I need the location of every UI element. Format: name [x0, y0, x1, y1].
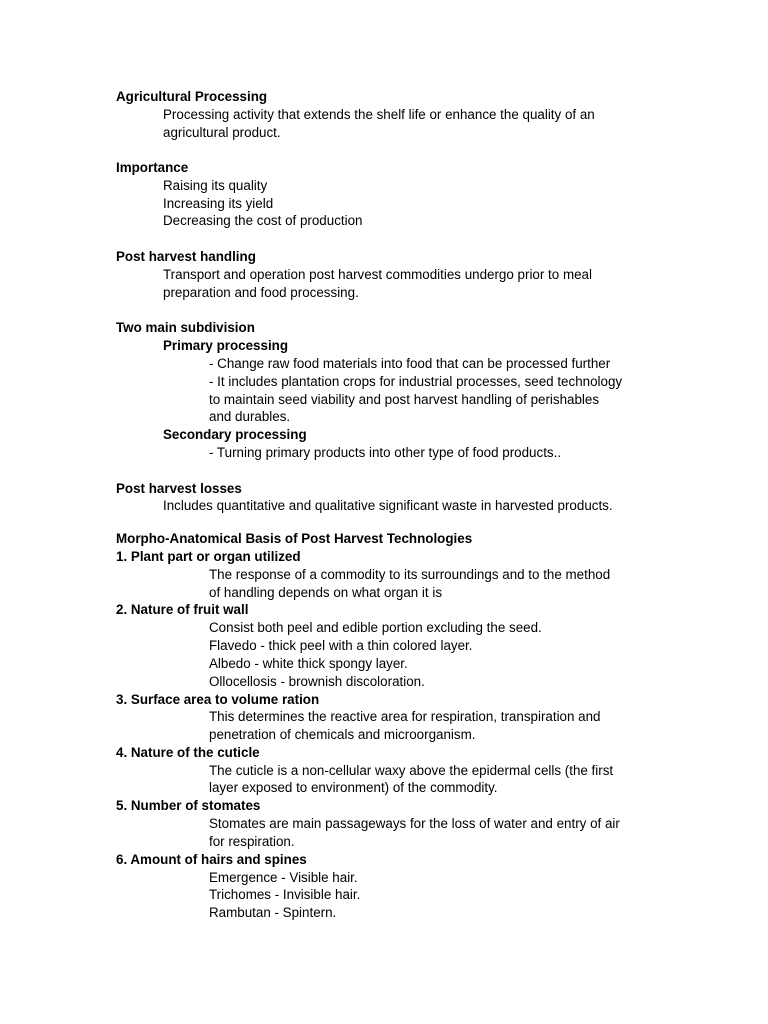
body-line: penetration of chemicals and microorganism. — [209, 727, 476, 742]
subheading-secondary-processing: Secondary processing — [163, 427, 307, 442]
subheading-primary-processing: Primary processing — [163, 338, 289, 353]
section-heading-post-harvest-losses: Post harvest losses — [116, 481, 242, 496]
body-line: layer exposed to environment) of the commodity. — [209, 780, 498, 795]
body-line: The response of a commodity to its surroundings and to the method — [209, 567, 611, 582]
section-heading-importance: Importance — [116, 160, 189, 175]
body-line: Rambutan - Spintern. — [209, 905, 337, 920]
body-line: - It includes plantation crops for industrial processes, seed technology — [209, 374, 623, 389]
body-line: - Turning primary products into other type of food products.. — [209, 445, 562, 460]
item-title-plant-part: 1. Plant part or organ utilized — [116, 549, 301, 564]
body-line: Flavedo - thick peel with a thin colored layer. — [209, 638, 473, 653]
section-heading-post-harvest-handling: Post harvest handling — [116, 249, 256, 264]
body-line: Consist both peel and edible portion excluding the seed. — [209, 620, 542, 635]
body-line: Increasing its yield — [163, 196, 274, 211]
item-title-cuticle: 4. Nature of the cuticle — [116, 745, 260, 760]
body-line: This determines the reactive area for respiration, transpiration and — [209, 709, 601, 724]
body-line: Raising its quality — [163, 178, 268, 193]
body-line: and durables. — [209, 409, 291, 424]
body-line: Includes quantitative and qualitative significant waste in harvested products. — [163, 498, 613, 513]
body-line: agricultural product. — [163, 125, 281, 140]
body-line: The cuticle is a non-cellular waxy above the epidermal cells (the first — [209, 763, 614, 778]
body-line: of handling depends on what organ it is — [209, 585, 443, 600]
body-line: Ollocellosis - brownish discoloration. — [209, 674, 425, 689]
body-line: Decreasing the cost of production — [163, 213, 363, 228]
item-title-fruit-wall: 2. Nature of fruit wall — [116, 602, 249, 617]
section-heading-morpho-anatomical: Morpho-Anatomical Basis of Post Harvest Technologies — [116, 531, 473, 546]
section-heading-agricultural-processing: Agricultural Processing — [116, 89, 268, 104]
body-line: Stomates are main passageways for the loss of water and entry of air — [209, 816, 620, 831]
body-line: Transport and operation post harvest commodities undergo prior to meal — [163, 267, 592, 282]
body-line: Trichomes - Invisible hair. — [209, 887, 361, 902]
item-title-hairs-spines: 6. Amount of hairs and spines — [116, 852, 307, 867]
item-title-stomates: 5. Number of stomates — [116, 798, 261, 813]
body-line: Processing activity that extends the shelf life or enhance the quality of an — [163, 107, 595, 122]
section-heading-two-main-subdivision: Two main subdivision — [116, 320, 255, 335]
body-line: for respiration. — [209, 834, 295, 849]
item-title-surface-area: 3. Surface area to volume ration — [116, 692, 320, 707]
body-line: Albedo - white thick spongy layer. — [209, 656, 408, 671]
body-line: - Change raw food materials into food that can be processed further — [209, 356, 611, 371]
body-line: preparation and food processing. — [163, 285, 359, 300]
body-line: Emergence - Visible hair. — [209, 870, 358, 885]
body-line: to maintain seed viability and post harvest handling of perishables — [209, 392, 600, 407]
